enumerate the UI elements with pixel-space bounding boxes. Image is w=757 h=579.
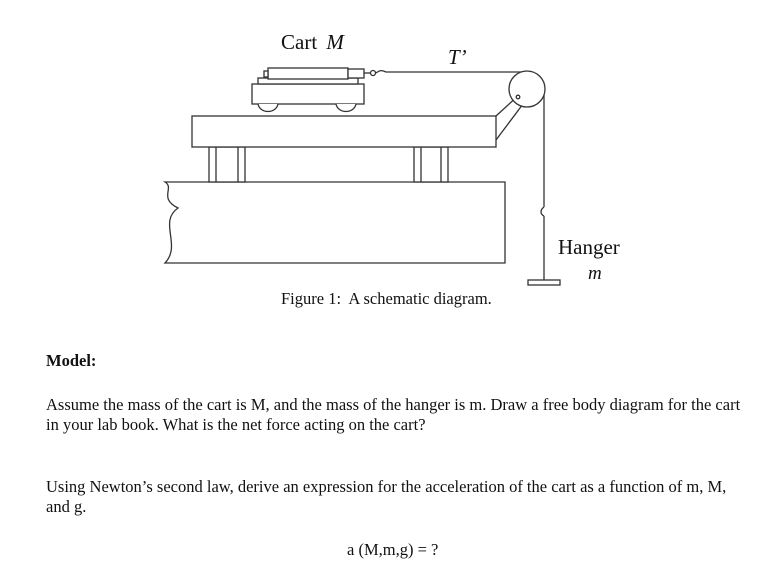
pulley: [509, 71, 545, 107]
hanger: [528, 207, 560, 285]
tension-label: T’: [448, 45, 467, 69]
track: [192, 116, 496, 147]
model-heading: Model:: [46, 351, 97, 370]
cart-label: Cart M: [281, 30, 344, 54]
lab-bench: [165, 182, 505, 263]
model-paragraph-2: Using Newton’s second law, derive an expression for the acceleration of the cart as a function of m, M, and g.: [46, 477, 727, 516]
acceleration-equation: a (M,m,g) = ?: [347, 540, 439, 559]
hanger-label: Hanger: [558, 235, 620, 259]
model-paragraph-1: Assume the mass of the cart is M, and the mass of the hanger is m. Draw a free body diagram for the cart in your lab book. What is the net force acting on the cart?: [46, 395, 741, 434]
track-supports: [209, 147, 448, 182]
cart: [252, 68, 376, 112]
figure-caption: Figure 1: A schematic diagram.: [281, 289, 492, 308]
hanger-mass-symbol: m: [588, 263, 602, 284]
